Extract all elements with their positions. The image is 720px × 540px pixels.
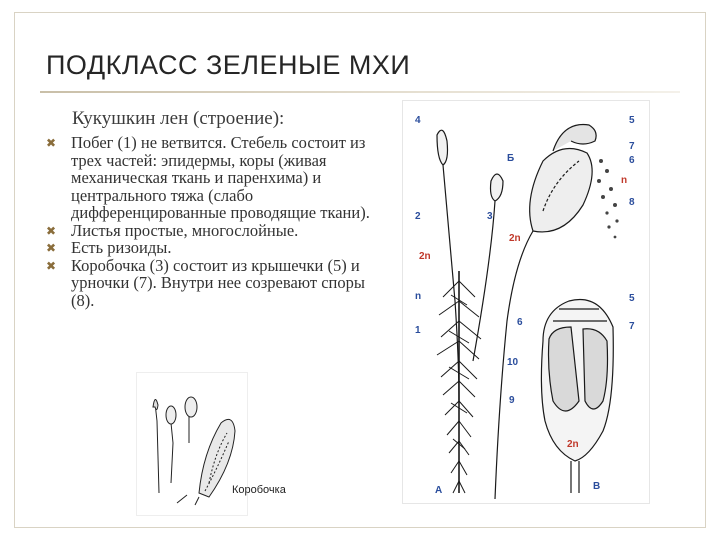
bullet-list — [46, 134, 386, 309]
label-B: B — [593, 481, 601, 492]
slide-subtitle: Кукушкин лен (строение): — [72, 108, 285, 129]
bullet-item — [46, 134, 386, 222]
frame-bottom-line — [14, 527, 706, 528]
bullet-text: Есть ризоиды. — [71, 238, 172, 257]
frame-top-line — [14, 12, 706, 13]
bullet-item — [46, 257, 386, 310]
bullet-text: Побег (1) не ветвится. Стебель состоит из трех частей: эпидермы, коры (живая механическая ткань и паренхима) и центрального тяжа (слабо дифференцированные проводящие ткани). — [71, 133, 370, 222]
slide-title: ПОДКЛАСС ЗЕЛЕНЫЕ МХИ — [46, 50, 411, 80]
label-6-bot: 6 — [517, 317, 523, 328]
label-7-bot: 7 — [629, 321, 635, 332]
label-4: 4 — [415, 115, 421, 126]
frame-right-line — [705, 12, 706, 528]
label-6-top: 6 — [629, 155, 635, 166]
x-mark-icon: ✖ — [46, 241, 57, 255]
label-7-top: 7 — [629, 141, 635, 152]
label-n-top: n — [621, 175, 628, 186]
thumbnail-drawing — [137, 373, 247, 515]
bullet-item — [46, 239, 386, 257]
moss-structure-diagram — [402, 100, 650, 504]
x-mark-icon: ✖ — [46, 136, 57, 150]
thumbnail-caption: Коробочка — [232, 484, 286, 496]
label-2: 2 — [415, 211, 421, 222]
label-8: 8 — [629, 197, 635, 208]
bullet-item — [46, 222, 386, 240]
label-2n-bot: 2n — [567, 439, 579, 450]
title-divider — [40, 91, 680, 93]
label-2n-left: 2n — [419, 251, 431, 262]
bullet-text: Листья простые, многослойные. — [71, 220, 299, 240]
label-B-cyr: Б — [507, 153, 515, 164]
x-mark-icon: ✖ — [46, 258, 57, 273]
label-5-top: 5 — [629, 115, 635, 126]
bullet-text: Коробочка (3) состоит из крышечки (5) и урночки (7). Внутри нее созревают споры (8). — [71, 255, 365, 310]
label-9: 9 — [509, 395, 515, 406]
moss-diagram-svg — [403, 101, 649, 503]
label-1: 1 — [415, 325, 421, 336]
label-10: 10 — [507, 357, 519, 368]
label-A: A — [435, 485, 443, 496]
label-2n-caps: 2n — [509, 233, 521, 244]
label-n-left: n — [415, 291, 422, 302]
x-mark-icon: ✖ — [46, 223, 57, 238]
frame-left-line — [14, 12, 15, 528]
label-3: 3 — [487, 211, 493, 222]
label-5-bot: 5 — [629, 293, 635, 304]
